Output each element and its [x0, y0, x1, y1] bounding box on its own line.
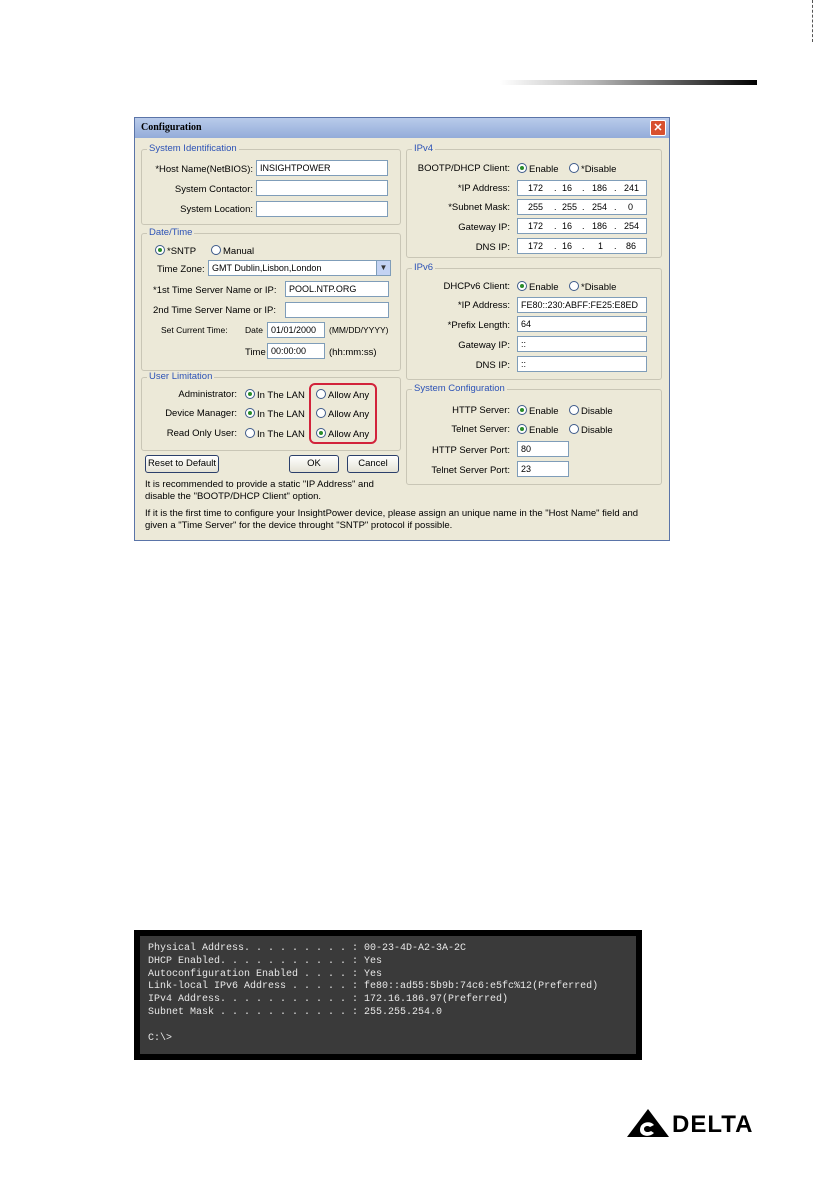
system-contactor-label: System Contactor: — [174, 184, 253, 195]
set-current-time-label: Set Current Time: — [161, 325, 228, 335]
console-prompt: C:\> — [148, 1032, 173, 1044]
server2-input[interactable] — [285, 302, 389, 318]
console-line: IPv4 Address. . . . . . . . . . . : 172.16.186.97(Preferred) — [148, 994, 509, 1006]
radio-selected-icon — [155, 245, 165, 255]
read-only-lan-radio[interactable]: In The LAN — [245, 428, 305, 440]
ipv4-mask-label: *Subnet Mask: — [448, 202, 510, 213]
server2-label: 2nd Time Server Name or IP: — [153, 305, 277, 316]
host-name-label: *Host Name(NetBIOS): — [155, 164, 253, 175]
telnet-enable-radio[interactable]: Enable — [517, 424, 559, 436]
radio-empty-icon — [245, 428, 255, 438]
telnet-port-input[interactable]: 23 — [517, 461, 569, 477]
ipv6-ip-label: *IP Address: — [457, 300, 510, 311]
dialog-titlebar[interactable] — [135, 118, 669, 138]
first-time-note: If it is the first time to configure your InsightPower device, please assign an unique name in the "Host Name" field and given a "Time Server" for the device throught "SNTP" protocol if possible. — [145, 508, 639, 531]
radio-selected-icon — [517, 405, 527, 415]
ipv6-gateway-input[interactable]: :: — [517, 336, 647, 352]
ipv6-gateway-label: Gateway IP: — [458, 340, 510, 351]
recommendation-note: It is recommended to provide a static "IP Address" and disable the "BOOTP/DHCP Client" option. — [145, 479, 374, 502]
header-rule — [500, 80, 757, 85]
server1-input[interactable]: POOL.NTP.ORG — [285, 281, 389, 297]
http-port-label: HTTP Server Port: — [432, 445, 510, 456]
console-line: Subnet Mask . . . . . . . . . . . : 255.255.254.0 — [148, 1006, 443, 1018]
console-body — [140, 936, 636, 1054]
ipv4-dns-label: DNS IP: — [475, 242, 510, 253]
radio-selected-icon — [517, 163, 527, 173]
radio-empty-icon — [569, 281, 579, 291]
page-cut-line — [812, 0, 813, 42]
ipv4-ip-label: *IP Address: — [457, 183, 510, 194]
date-input[interactable]: 01/01/2000 — [267, 322, 325, 338]
radio-selected-icon — [245, 389, 255, 399]
radio-empty-icon — [569, 163, 579, 173]
console-line: DHCP Enabled. . . . . . . . . . . : Yes — [148, 955, 383, 967]
time-zone-value: GMT Dublin,Lisbon,London — [212, 263, 322, 273]
console-line: Link-local IPv6 Address . . . . . : fe80::ad55:5b9b:74c6:e5fc%12(Preferred) — [148, 981, 599, 993]
http-server-label: HTTP Server: — [452, 405, 510, 416]
group-title: IPv6 — [414, 262, 434, 273]
read-only-any-radio[interactable]: Allow Any — [316, 428, 369, 440]
device-manager-any-radio[interactable]: Allow Any — [316, 408, 369, 420]
bootp-label: BOOTP/DHCP Client: — [417, 163, 510, 174]
dhcpv6-enable-radio[interactable]: Enable — [517, 281, 559, 293]
time-label: Time — [245, 347, 266, 358]
system-contactor-input[interactable] — [256, 180, 388, 196]
allow-any-highlight — [309, 383, 377, 444]
ipv4-mask-input[interactable]: 255 . 255 . 254 . 0 — [517, 199, 647, 215]
bootp-disable-radio[interactable]: *Disable — [569, 163, 616, 175]
system-location-input[interactable] — [256, 201, 388, 217]
console-output — [148, 943, 598, 1045]
telnet-disable-radio[interactable]: Disable — [569, 424, 613, 436]
cancel-button[interactable]: Cancel — [347, 455, 399, 473]
date-format-label: (MM/DD/YYYY) — [329, 325, 389, 335]
manual-radio[interactable]: Manual — [211, 245, 254, 257]
administrator-any-radio[interactable]: Allow Any — [316, 389, 369, 401]
device-manager-lan-radio[interactable]: In The LAN — [245, 408, 305, 420]
group-title: IPv4 — [414, 143, 434, 154]
ipv6-dns-label: DNS IP: — [475, 360, 510, 371]
chevron-down-icon[interactable]: ▼ — [376, 261, 390, 275]
group-title: System Identification — [149, 143, 237, 154]
administrator-label: Administrator: — [178, 389, 237, 400]
group-title: Date/Time — [149, 227, 193, 238]
radio-empty-icon — [569, 424, 579, 434]
time-zone-select[interactable] — [208, 260, 391, 276]
time-zone-label: Time Zone: — [157, 264, 205, 275]
close-button[interactable] — [650, 120, 666, 136]
command-prompt-window — [134, 930, 642, 1060]
server1-label: *1st Time Server Name or IP: — [153, 285, 277, 296]
prefix-length-input[interactable]: 64 — [517, 316, 647, 332]
ipv6-ip-input[interactable]: FE80::230:ABFF:FE25:E8ED — [517, 297, 647, 313]
host-name-input[interactable]: INSIGHTPOWER — [256, 160, 388, 176]
dialog-title: Configuration — [141, 122, 202, 133]
read-only-user-label: Read Only User: — [166, 428, 237, 439]
telnet-server-label: Telnet Server: — [451, 424, 510, 435]
ipv4-ip-input[interactable]: 172 . 16 . 186 . 241 — [517, 180, 647, 196]
dhcpv6-disable-radio[interactable]: *Disable — [569, 281, 616, 293]
prefix-length-label: *Prefix Length: — [447, 320, 510, 331]
radio-empty-icon — [569, 405, 579, 415]
time-input[interactable]: 00:00:00 — [267, 343, 325, 359]
group-title: System Configuration — [414, 383, 505, 394]
ipv6-dns-input[interactable]: :: — [517, 356, 647, 372]
telnet-port-label: Telnet Server Port: — [431, 465, 510, 476]
console-line: Autoconfiguration Enabled . . . . : Yes — [148, 968, 383, 980]
configuration-dialog — [134, 117, 670, 541]
radio-empty-icon — [211, 245, 221, 255]
radio-selected-icon — [517, 281, 527, 291]
time-format-label: (hh:mm:ss) — [329, 347, 377, 358]
group-title: User Limitation — [149, 371, 213, 382]
system-location-label: System Location: — [180, 204, 253, 215]
http-disable-radio[interactable]: Disable — [569, 405, 613, 417]
radio-selected-icon — [245, 408, 255, 418]
dhcpv6-label: DHCPv6 Client: — [443, 281, 510, 292]
console-line: Physical Address. . . . . . . . . : 00-23-4D-A2-3A-2C — [148, 943, 467, 954]
bootp-enable-radio[interactable]: Enable — [517, 163, 559, 175]
close-icon: ✕ — [653, 122, 663, 134]
ok-button[interactable]: OK — [289, 455, 339, 473]
ipv4-gateway-input[interactable]: 172 . 16 . 186 . 254 — [517, 218, 647, 234]
administrator-lan-radio[interactable]: In The LAN — [245, 389, 305, 401]
radio-selected-icon — [517, 424, 527, 434]
ipv4-dns-input[interactable]: 172 . 16 . 1 . 86 — [517, 238, 647, 254]
sntp-radio[interactable]: *SNTP — [155, 245, 196, 257]
device-manager-label: Device Manager: — [165, 408, 237, 419]
logo-text: DELTA — [672, 1111, 754, 1138]
http-enable-radio[interactable]: Enable — [517, 405, 559, 417]
http-port-input[interactable]: 80 — [517, 441, 569, 457]
reset-to-default-button[interactable]: Reset to Default — [145, 455, 219, 473]
ipv4-gateway-label: Gateway IP: — [458, 222, 510, 233]
delta-logo — [626, 1108, 756, 1138]
date-label: Date — [245, 325, 263, 335]
